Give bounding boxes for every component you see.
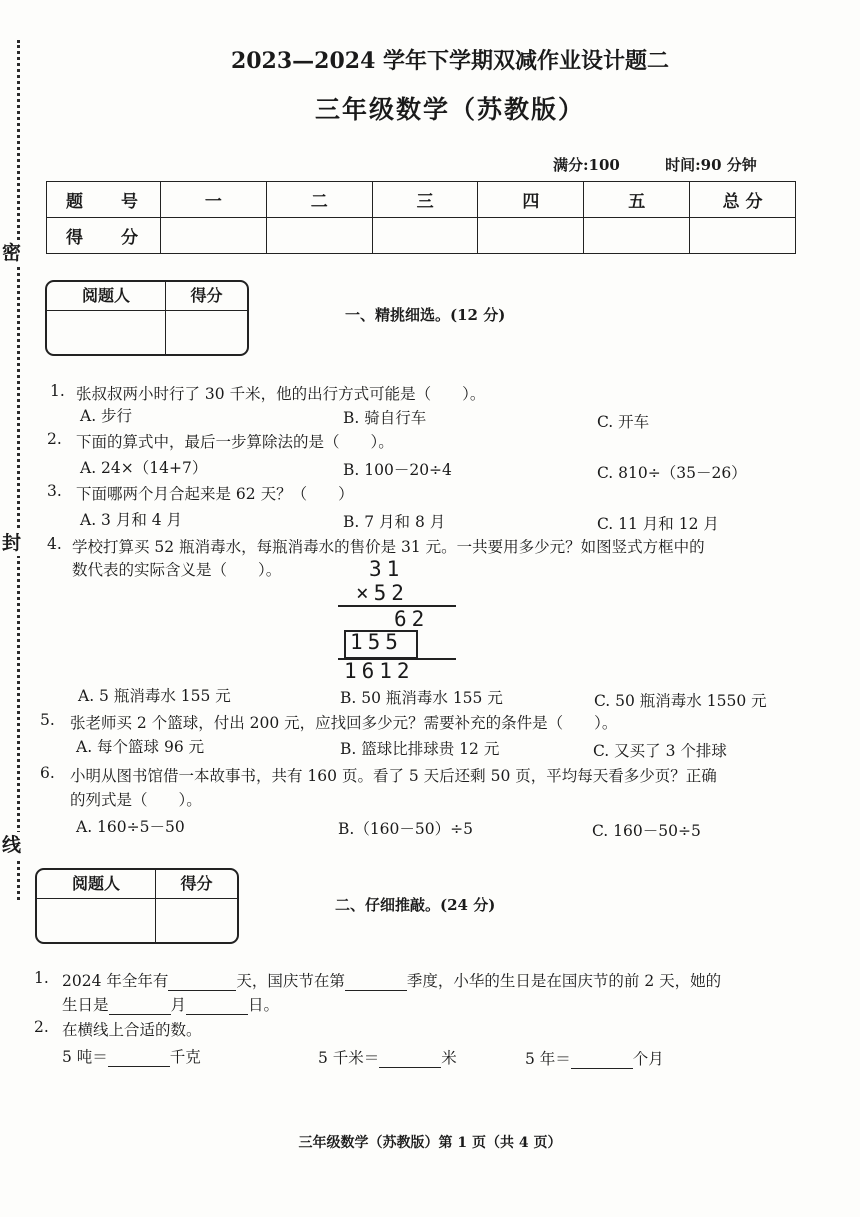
grader-box-1 (45, 280, 249, 356)
section2-title: 二、仔细推敲。(24 分) (335, 896, 496, 914)
s2-q2-item-2 (318, 1046, 457, 1068)
q5-number: 5. (40, 711, 55, 729)
col-3: 三 (372, 182, 478, 218)
score-table-header-row (47, 182, 796, 218)
blank-month[interactable] (109, 996, 171, 1015)
s2-q1-text-b: 天，国庆节在第 (236, 972, 345, 990)
s2-q2-number: 2. (34, 1018, 49, 1036)
q3-option-c[interactable]: C. 11 月和 12 月 (597, 515, 719, 533)
q3-option-a[interactable]: A. 3 月和 4 月 (80, 511, 183, 529)
blank-days[interactable] (168, 972, 236, 991)
q5-option-c[interactable]: C. 又买了 3 个排球 (593, 742, 727, 760)
s2-q1-text-e: 月 (170, 996, 187, 1014)
exam-meta (553, 154, 757, 175)
q2-option-a[interactable]: A. 24×（14+7） (80, 459, 208, 477)
s2-q1-line2 (62, 993, 279, 1015)
blank-day[interactable] (186, 996, 248, 1015)
q1-number: 1. (50, 382, 65, 400)
q4-option-a[interactable]: A. 5 瓶消毒水 155 元 (78, 687, 231, 705)
grader-reviewer-cell[interactable] (47, 311, 166, 354)
calc-multiplicand: 31 (369, 557, 405, 581)
s2-q2-item-2-left: 5 千米＝ (318, 1049, 380, 1067)
s2-q1-text-f: 日。 (248, 996, 280, 1014)
q4-option-b[interactable]: B. 50 瓶消毒水 155 元 (340, 689, 503, 707)
q4-option-c[interactable]: C. 50 瓶消毒水 1550 元 (594, 692, 767, 710)
q2-number: 2. (47, 430, 62, 448)
blank-quarter[interactable] (345, 972, 407, 991)
grader-score-label: 得分 (166, 282, 247, 311)
q6-number: 6. (40, 764, 55, 782)
s2-q2-text: 在横线上合适的数。 (62, 1021, 202, 1039)
s2-q2-item-3-left: 5 年＝ (525, 1050, 571, 1068)
q1-text: 张叔叔两小时行了 30 千米，他的出行方式可能是（ ）。 (76, 385, 486, 403)
col-1: 一 (161, 182, 267, 218)
q4-number: 4. (47, 535, 62, 553)
q5-option-b[interactable]: B. 篮球比排球贵 12 元 (340, 740, 500, 758)
col-total: 总 分 (690, 182, 796, 218)
blank-kg[interactable] (108, 1048, 170, 1067)
margin-char-mi: 密 (2, 242, 22, 264)
q6-option-b[interactable]: B.（160－50）÷5 (338, 820, 473, 838)
grader-box-2 (35, 868, 239, 944)
binding-line (17, 40, 20, 900)
s2-q2-item-1 (62, 1045, 201, 1067)
calc-product: 1612 (344, 659, 415, 683)
calc-partial-1: 62 (394, 607, 430, 631)
section1-title: 一、精挑细选。(12 分) (345, 306, 506, 324)
margin-char-feng: 封 (2, 532, 22, 554)
score-cell-1[interactable] (161, 218, 267, 254)
s2-q1-text-d: 生日是 (62, 996, 109, 1014)
s2-q1-text-a: 2024 年全年有 (62, 972, 169, 990)
s2-q2-item-3-unit: 个月 (632, 1050, 664, 1068)
col-4: 四 (478, 182, 584, 218)
q3-number: 3. (47, 482, 62, 500)
margin-char-xian: 线 (2, 834, 22, 856)
q6-text-cont: 的列式是（ ）。 (70, 791, 202, 809)
s2-q1-text-c: 季度，小华的生日是在国庆节的前 2 天，她的 (406, 972, 722, 990)
q5-text: 张老师买 2 个篮球，付出 200 元，应找回多少元？需要补充的条件是（ ）。 (70, 714, 618, 732)
q2-option-b[interactable]: B. 100－20÷4 (343, 461, 452, 479)
grader-reviewer-cell[interactable] (37, 899, 156, 942)
score-cell-5[interactable] (584, 218, 690, 254)
exam-title: 2023—2024 学年下学期双减作业设计题二 (230, 48, 670, 74)
blank-months[interactable] (571, 1050, 633, 1069)
full-score: 满分:100 (553, 156, 620, 174)
col-2: 二 (266, 182, 372, 218)
q6-option-c[interactable]: C. 160－50÷5 (592, 822, 701, 840)
q3-text: 下面哪两个月合起来是 62 天？（ ） (76, 485, 354, 503)
row-label-number: 题 号 (47, 182, 161, 218)
score-cell-2[interactable] (266, 218, 372, 254)
q5-option-a[interactable]: A. 每个篮球 96 元 (76, 738, 205, 756)
q2-option-c[interactable]: C. 810÷（35－26） (597, 464, 747, 482)
s2-q2-item-1-unit: 千克 (169, 1048, 201, 1066)
calc-partial-2: 155 (350, 630, 403, 654)
page-footer: 三年级数学（苏教版）第 1 页（共 4 页） (298, 1135, 562, 1151)
q1-option-c[interactable]: C. 开车 (597, 413, 650, 431)
blank-meters[interactable] (379, 1049, 441, 1068)
score-table (46, 181, 796, 254)
row-label-score: 得 分 (47, 218, 161, 254)
q2-text: 下面的算式中，最后一步算除法的是（ ）。 (76, 433, 394, 451)
score-cell-total[interactable] (690, 218, 796, 254)
score-cell-3[interactable] (372, 218, 478, 254)
q1-option-a[interactable]: A. 步行 (80, 407, 133, 425)
q4-text-cont: 数代表的实际含义是（ ）。 (72, 561, 282, 579)
calc-multiplier: ×52 (356, 581, 409, 605)
grader-reviewer-label: 阅题人 (37, 870, 156, 899)
s2-q1-line1 (62, 969, 721, 991)
s2-q1-number: 1. (34, 969, 49, 987)
q4-text: 学校打算买 52 瓶消毒水，每瓶消毒水的售价是 31 元。一共要用多少元？如图竖式方框中的 (72, 538, 705, 556)
score-cell-4[interactable] (478, 218, 584, 254)
s2-q2-item-1-left: 5 吨＝ (62, 1048, 108, 1066)
exam-subtitle: 三年级数学（苏教版） (314, 95, 585, 124)
q6-text: 小明从图书馆借一本故事书，共有 160 页。看了 5 天后还剩 50 页，平均每天看多少页？正确 (70, 767, 717, 785)
time-limit: 时间:90 分钟 (665, 156, 757, 174)
score-table-score-row (47, 218, 796, 254)
q3-option-b[interactable]: B. 7 月和 8 月 (343, 513, 446, 531)
grader-reviewer-label: 阅题人 (47, 282, 166, 311)
s2-q2-item-3 (525, 1047, 664, 1069)
col-5: 五 (584, 182, 690, 218)
s2-q2-item-2-unit: 米 (441, 1049, 457, 1067)
q1-option-b[interactable]: B. 骑自行车 (343, 409, 427, 427)
q6-option-a[interactable]: A. 160÷5－50 (76, 818, 185, 836)
grader-score-label: 得分 (156, 870, 237, 899)
